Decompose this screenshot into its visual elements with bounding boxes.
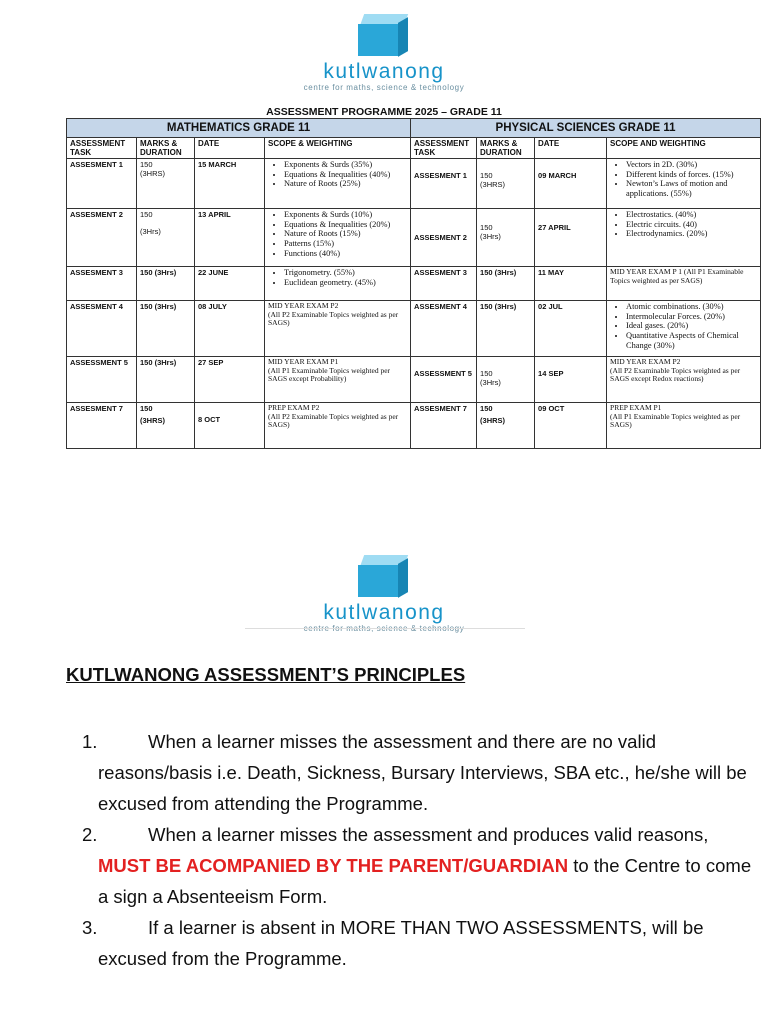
math-marks: 150 (3Hrs) [137,357,195,403]
phys-date: 09 MARCH [535,159,607,209]
math-task: ASSESMENT 1 [67,159,137,209]
math-marks: 150 (3Hrs) [137,209,195,267]
phys-scope: • Atomic combinations. (30%) • Intermolecular Forces. (20%) • Ideal gases. (20%) • Quantitative Aspects of Chemical Change (30%) [607,301,761,357]
logo-divider [245,628,525,629]
table-row [67,357,761,403]
table-row [67,209,761,267]
math-date: 08 JULY [195,301,265,357]
phys-marks: 150 (3Hrs) [477,357,535,403]
phys-task: ASSESMENT 2 [411,209,477,267]
math-task: ASSESSMENT 5 [67,357,137,403]
math-task: ASSESMENT 7 [67,403,137,449]
phys-scope: MID YEAR EXAM P 1 (All P1 Examinable Topics weighted as per SAGS) [607,267,761,301]
second-logo [0,555,768,633]
math-date: 15 MARCH [195,159,265,209]
math-scope: • Exponents & Surds (10%) • Equations & Inequalities (20%) • Nature of Roots (15%) • Patterns (15%) • Functions (40%) [265,209,411,267]
phys-date: 27 APRIL [535,209,607,267]
math-heading: MATHEMATICS GRADE 11 [67,119,411,138]
phys-header-scope: SCOPE AND WEIGHTING [607,138,761,159]
phys-date: 02 JUL [535,301,607,357]
phys-marks: 150 (3Hrs) [477,209,535,267]
item-number: 1. [82,731,98,752]
phys-task: ASSESMENT 4 [411,301,477,357]
item-text: to the Centre to come a sign a Absenteeism Form. [98,855,752,907]
math-scope: • Trigonometry. (55%) • Euclidean geometry. (45%) [265,267,411,301]
math-header-date: DATE [195,138,265,159]
phys-header-date: DATE [535,138,607,159]
phys-task: ASSESSMENT 5 [411,357,477,403]
phys-header-marks: MARKS & DURATION [477,138,535,159]
phys-marks: 150 (3HRS) [477,403,535,449]
item-number: 3. [82,917,98,938]
phys-marks: 150 (3Hrs) [477,267,535,301]
math-header-task: ASSESSMENT TASK [67,138,137,159]
phys-date: 09 OCT [535,403,607,449]
cube-logo-icon [358,555,410,599]
table-row [67,267,761,301]
table-row [67,301,761,357]
assessment-schedule-table [66,118,761,449]
item-text: When a learner misses the assessment and there are no valid reasons/basis i.e. Death, Sickness, Bursary Interviews, SBA etc., he/she will be excused from attending the Programme. [98,731,747,814]
phys-marks: 150 (3HRS) [477,159,535,209]
principles-title: KUTLWANONG ASSESSMENT’S PRINCIPLES [66,664,466,685]
math-task: ASSESMENT 4 [67,301,137,357]
programme-title: ASSESSMENT PROGRAMME 2025 – GRADE 11 [266,106,502,118]
brand-name: kutlwanong [323,601,445,624]
math-task: ASSESMENT 3 [67,267,137,301]
math-marks: 150 (3Hrs) [137,267,195,301]
phys-task: ASSESMENT 7 [411,403,477,449]
math-header-scope: SCOPE & WEIGHTING [265,138,411,159]
math-scope: MID YEAR EXAM P1 (All P1 Examinable Topics weighted per SAGS except Probability) [265,357,411,403]
math-scope: PREP EXAM P2 (All P2 Examinable Topics weighted as per SAGS) [265,403,411,449]
math-scope: • Exponents & Surds (35%) • Equations & Inequalities (40%) • Nature of Roots (25%) [265,159,411,209]
phys-scope: • Vectors in 2D. (30%) • Different kinds of forces. (15%) • Newton’s Laws of motion and applications. (55%) [607,159,761,209]
phys-date: 11 MAY [535,267,607,301]
math-marks: 150 (3Hrs) [137,301,195,357]
item-text: When a learner misses the assessment and produces valid reasons, [148,824,709,845]
brand-tagline: centre for maths, science & technology [303,83,465,92]
math-date: 27 SEP [195,357,265,403]
math-marks: 150 (3HRS) [137,159,195,209]
phys-task: ASSESMENT 3 [411,267,477,301]
math-task: ASSESMENT 2 [67,209,137,267]
highlight-text: MUST BE ACOMPANIED BY THE PARENT/GUARDIAN [98,855,569,876]
math-header-marks: MARKS & DURATION [137,138,195,159]
phys-task: ASSESMENT 1 [411,159,477,209]
math-date: 22 JUNE [195,267,265,301]
math-scope: MID YEAR EXAM P2 (All P2 Examinable Topics weighted as per SAGS) [265,301,411,357]
phys-scope: PREP EXAM P1 (All P1 Examinable Topics weighted as per SAGS) [607,403,761,449]
phys-heading: PHYSICAL SCIENCES GRADE 11 [411,119,761,138]
math-marks: 150 (3HRS) [137,403,195,449]
phys-date: 14 SEP [535,357,607,403]
list-item [66,912,756,974]
item-text: If a learner is absent in MORE THAN TWO ASSESSMENTS, will be excused from the Programme. [98,917,704,969]
item-number: 2. [82,824,98,845]
table-row [67,159,761,209]
phys-scope: MID YEAR EXAM P2 (All P2 Examinable Topics weighted as per SAGS except Redox reactions) [607,357,761,403]
top-logo [0,14,768,92]
principles-list [66,726,756,974]
phys-header-task: ASSESSMENT TASK [411,138,477,159]
cube-logo-icon [358,14,410,58]
brand-name: kutlwanong [323,60,445,83]
math-date: 8 OCT [195,403,265,449]
list-item [66,726,756,819]
math-date: 13 APRIL [195,209,265,267]
table-row [67,403,761,449]
phys-scope: • Electrostatics. (40%) • Electric circuits. (40) • Electrodynamics. (20%) [607,209,761,267]
list-item [66,819,756,912]
phys-marks: 150 (3Hrs) [477,301,535,357]
